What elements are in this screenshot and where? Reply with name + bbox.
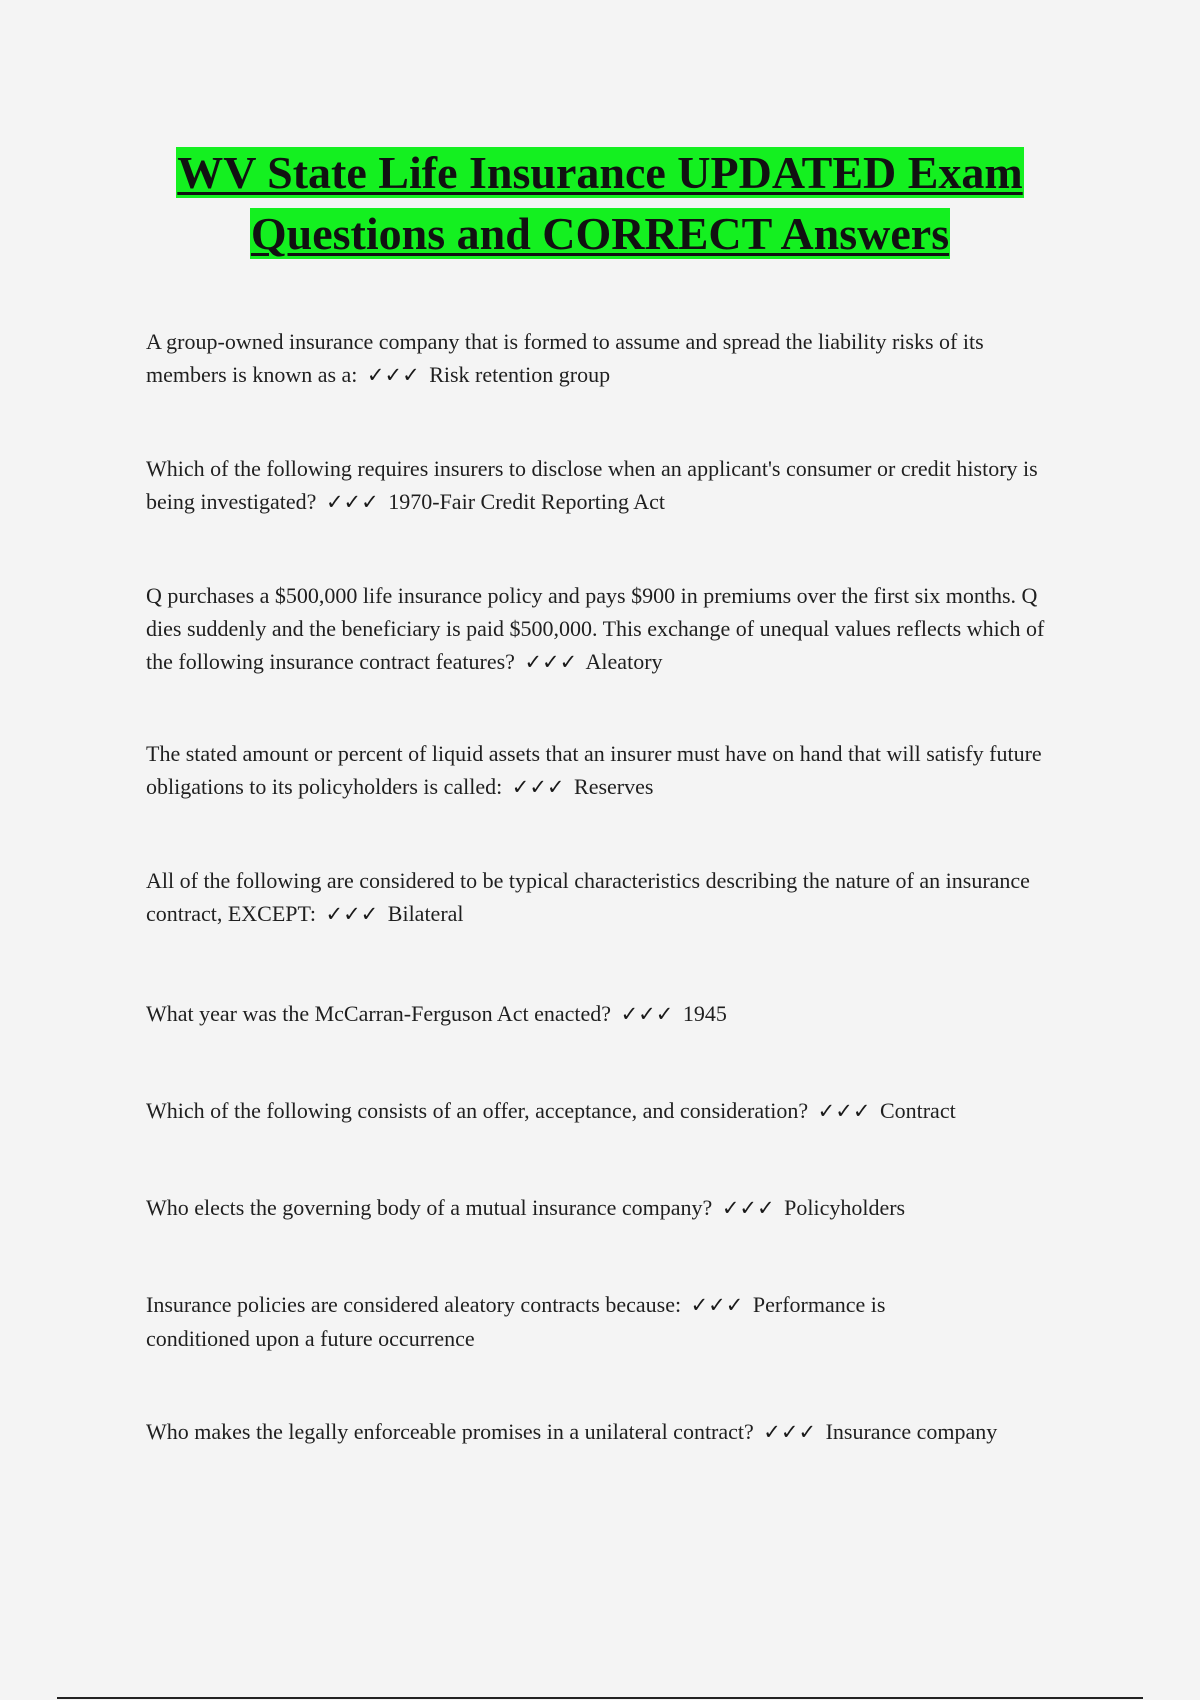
answer-text: Insurance company bbox=[825, 1419, 998, 1444]
document-title bbox=[100, 142, 1100, 264]
answer-text: 1970-Fair Credit Reporting Act bbox=[388, 489, 666, 514]
qa-item bbox=[146, 1415, 1001, 1449]
footer-divider bbox=[57, 1697, 1143, 1699]
answer-text: Performance is conditioned upon a future occurrence bbox=[146, 1292, 886, 1351]
question-text: Q purchases a $500,000 life insurance policy and pays $900 in premiums over the first six months. Q dies suddenly and the beneficiary is paid $500,000. This exchange of unequal values reflects which of the following insurance contract features? bbox=[146, 583, 1045, 674]
answer-text: Aleatory bbox=[585, 649, 663, 674]
check-marks-icon: ✓✓✓ bbox=[366, 363, 420, 387]
qa-item bbox=[146, 864, 1056, 931]
check-marks-icon: ✓✓✓ bbox=[524, 650, 578, 674]
qa-item bbox=[146, 1191, 1056, 1225]
qa-item bbox=[146, 579, 1056, 679]
qa-item bbox=[146, 325, 1056, 392]
answer-text: Reserves bbox=[574, 774, 654, 799]
answer-text: 1945 bbox=[682, 1001, 727, 1026]
answer-text: Policyholders bbox=[784, 1195, 906, 1220]
qa-item bbox=[146, 452, 1056, 519]
check-marks-icon: ✓✓✓ bbox=[620, 1002, 674, 1026]
qa-item bbox=[146, 997, 1056, 1031]
answer-text: Bilateral bbox=[387, 901, 464, 926]
question-text: The stated amount or percent of liquid assets that an insurer must have on hand that will satisfy future obligations to its policyholders is called: bbox=[146, 741, 1042, 799]
answer-text: Risk retention group bbox=[429, 362, 611, 387]
check-marks-icon: ✓✓✓ bbox=[690, 1293, 744, 1317]
question-text: Which of the following requires insurers to disclose when an applicant's consumer or credit history is being investigated? bbox=[146, 456, 1038, 514]
check-marks-icon: ✓✓✓ bbox=[325, 490, 379, 514]
question-text: A group-owned insurance company that is formed to assume and spread the liability risks of its members is known as a: bbox=[146, 329, 984, 387]
qa-item bbox=[146, 1094, 1056, 1128]
check-marks-icon: ✓✓✓ bbox=[511, 775, 565, 799]
check-marks-icon: ✓✓✓ bbox=[721, 1196, 775, 1220]
question-text: All of the following are considered to be typical characteristics describing the nature of an insurance contract, EXCEPT: bbox=[146, 868, 1030, 926]
answer-text: Contract bbox=[879, 1098, 956, 1123]
check-marks-icon: ✓✓✓ bbox=[325, 902, 379, 926]
qa-item bbox=[146, 1288, 976, 1355]
question-text: What year was the McCarran-Ferguson Act enacted? bbox=[146, 1001, 617, 1026]
qa-item bbox=[146, 737, 1056, 804]
question-text: Insurance policies are considered aleatory contracts because: bbox=[146, 1292, 687, 1317]
question-text: Who elects the governing body of a mutual insurance company? bbox=[146, 1195, 718, 1220]
document-title-text: WV State Life Insurance UPDATED Exam Questions and CORRECT Answers bbox=[177, 147, 1023, 259]
check-marks-icon: ✓✓✓ bbox=[817, 1099, 871, 1123]
check-marks-icon: ✓✓✓ bbox=[763, 1420, 817, 1444]
question-text: Who makes the legally enforceable promises in a unilateral contract? bbox=[146, 1419, 760, 1444]
question-text: Which of the following consists of an offer, acceptance, and consideration? bbox=[146, 1098, 814, 1123]
